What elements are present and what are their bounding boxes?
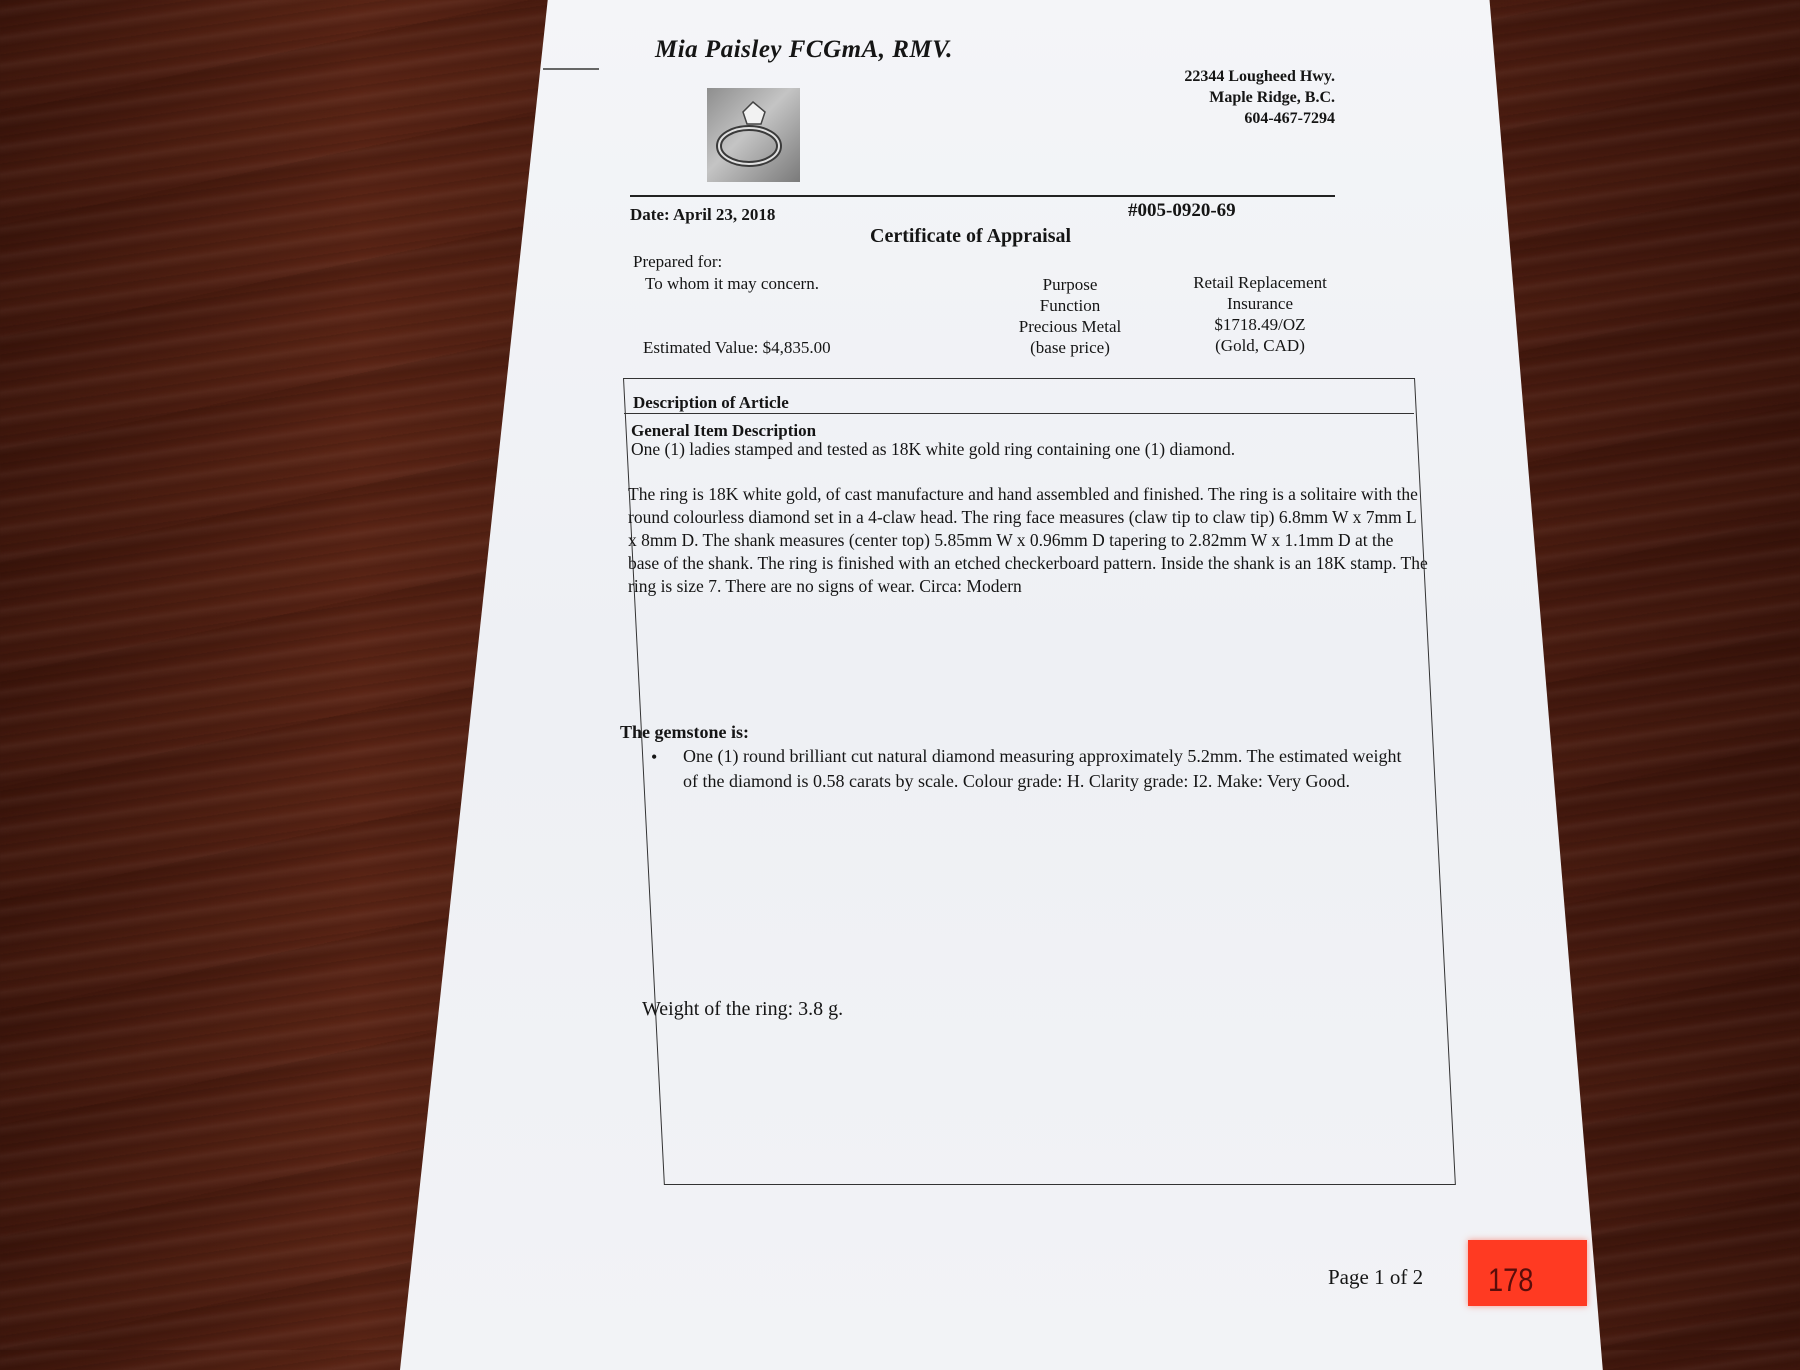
prepared-for-label: Prepared for: <box>633 252 723 271</box>
margin-mark <box>543 68 599 70</box>
certificate-number: #005-0920-69 <box>1128 200 1236 221</box>
purpose-values <box>1160 272 1360 356</box>
precious-metal-label: Precious Metal <box>1018 317 1122 336</box>
address-line-1: 22344 Lougheed Hwy. <box>1184 68 1335 85</box>
document-title: Certificate of Appraisal <box>870 225 1072 247</box>
gemstone-header: The gemstone is: <box>620 722 749 742</box>
ring-description-text: The ring is 18K white gold, of cast manufacture and hand assembled and finished. The ring is a solitaire with the round colourless diamond set in a 4-claw head. The ring face measures (claw tip to claw tip) 6.8mm W x 7mm L x 8mm D. The shank measures (center top) 5.85mm W x 0.96mm D tapering to 2.82mm W x 1.1mm D at the base of the shank. The ring is finished with an etched checkerboard pattern. Inside the shank is an 18K stamp. The ring is size 7. There are no signs of wear. Circa: Modern <box>628 484 1428 596</box>
business-address <box>1080 66 1335 129</box>
description-header-divider <box>624 413 1414 414</box>
function-value: Insurance <box>1226 294 1294 313</box>
description-header: Description of Article <box>633 393 789 412</box>
appraisal-date: Date: April 23, 2018 <box>630 205 776 224</box>
ring-icon <box>707 88 800 182</box>
estimated-value: Estimated Value: $4,835.00 <box>643 338 831 357</box>
header-divider <box>630 195 1335 197</box>
function-label: Function <box>1039 296 1101 315</box>
prepared-for-recipient: To whom it may concern. <box>645 274 819 293</box>
general-item-text: One (1) ladies stamped and tested as 18K white gold ring containing one (1) diamond. <box>631 439 1236 459</box>
purpose-value: Retail Replacement <box>1193 273 1327 292</box>
general-item-header: General Item Description <box>631 421 817 440</box>
tag-number: 178 <box>1488 1262 1534 1298</box>
purpose-label: Purpose <box>1042 275 1098 294</box>
gemstone-description: One (1) round brilliant cut natural diamond measuring approximately 5.2mm. The estimated weight of the diamond is 0.58 carats by scale. Colour grade: H. Clarity grade: I2. Make: Very Good. <box>683 746 1402 791</box>
phone-number: 604-467-7294 <box>1244 110 1335 127</box>
ring-weight: Weight of the ring: 3.8 g. <box>642 998 844 1020</box>
ring-photo <box>707 88 800 182</box>
purpose-labels <box>985 274 1155 358</box>
page-number: Page 1 of 2 <box>1328 1265 1424 1289</box>
base-price-label: (base price) <box>1030 338 1110 357</box>
metal-price-currency: (Gold, CAD) <box>1215 336 1305 355</box>
bullet-icon: • <box>651 747 658 767</box>
appraiser-signature: Mia Paisley FCGmA, RMV. <box>655 36 953 63</box>
metal-price-value: $1718.49/OZ <box>1214 315 1306 334</box>
address-line-2: Maple Ridge, B.C. <box>1209 89 1335 106</box>
